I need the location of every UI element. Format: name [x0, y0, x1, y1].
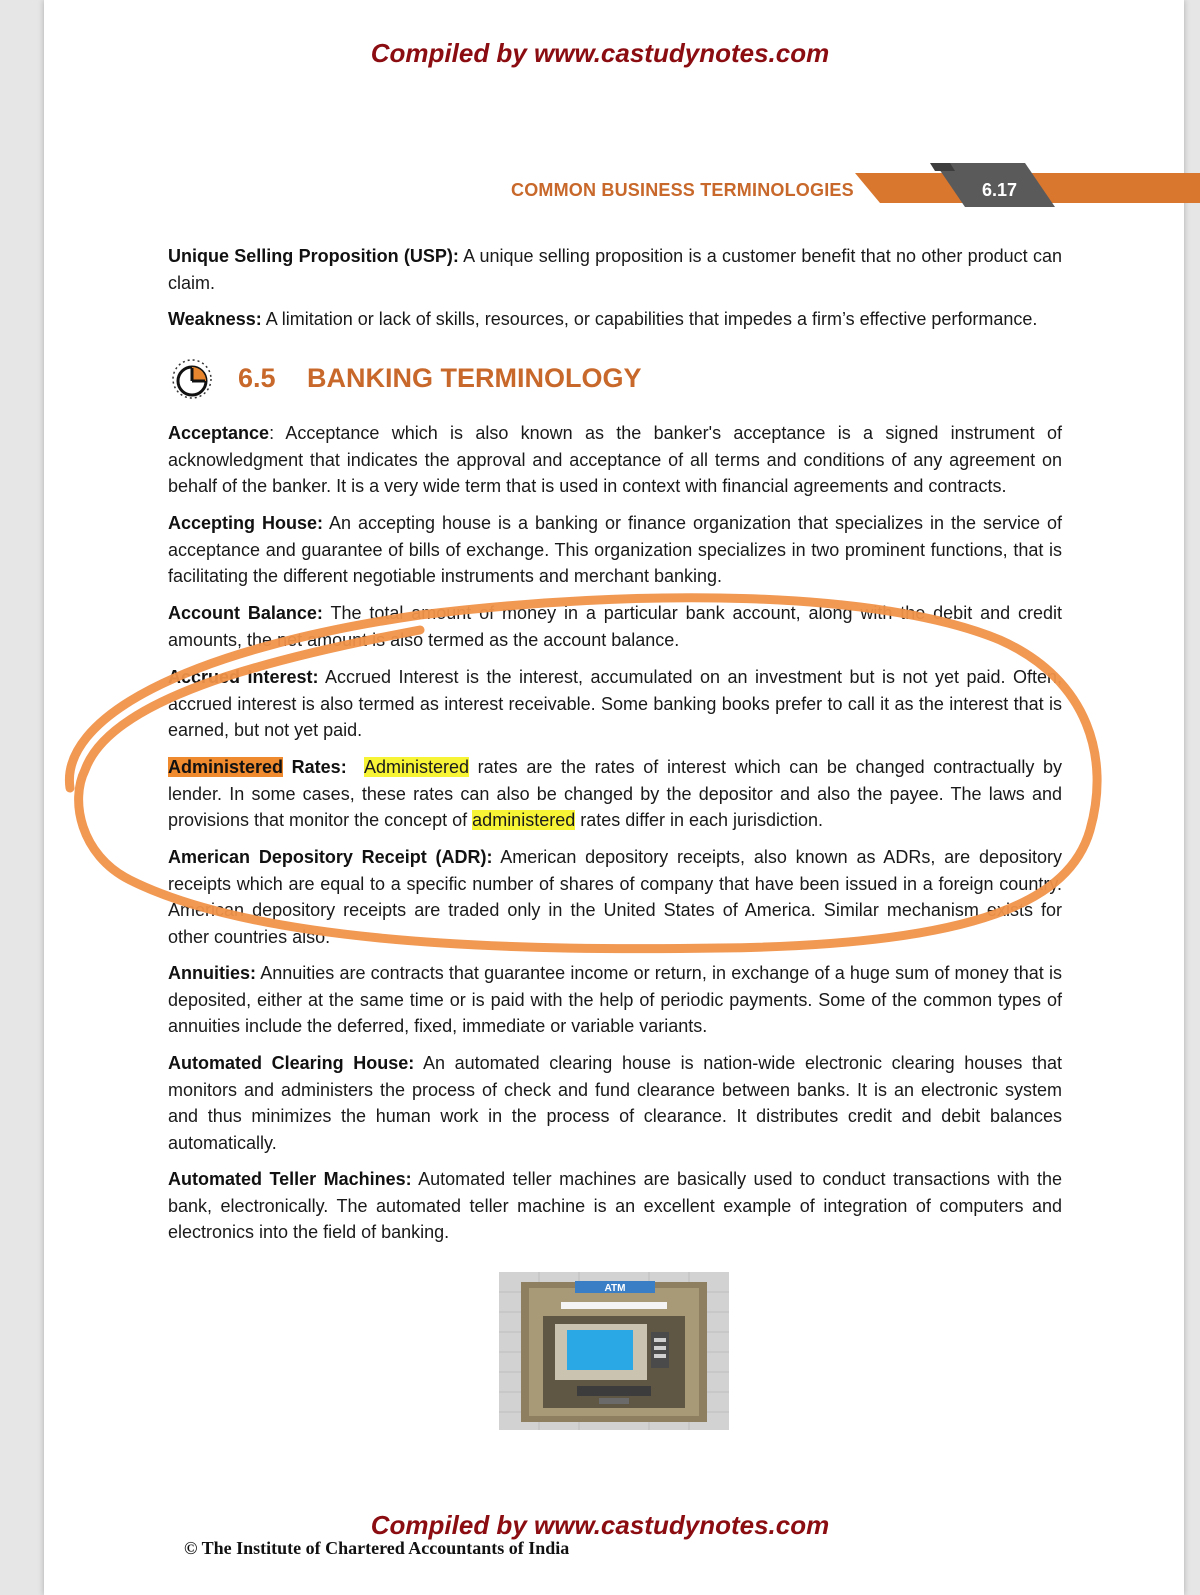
- entry-term: Unique Selling Proposition (USP):: [168, 246, 459, 266]
- entry-term: Automated Teller Machines:: [168, 1169, 412, 1189]
- entry-text: rates differ in each jurisdiction.: [575, 810, 824, 830]
- entry-term: Acceptance: [168, 423, 270, 443]
- section-number: 6.5: [238, 363, 276, 393]
- entry-term: Rates:: [283, 757, 347, 777]
- watermark-bottom: Compiled by www.castudynotes.com: [370, 1510, 830, 1540]
- entry-automated-clearing-house: [168, 1050, 1062, 1156]
- entry-text: An accepting house is a banking or finance organization that specializes in the service of acceptance and guarantee of bills of exchange. This organization specializes in two prominent functions, that is facilitating the different negotiable instruments and merchant banking.: [168, 513, 1062, 586]
- entry-annuities: [168, 960, 1062, 1040]
- entry-accrued-interest: [168, 664, 1062, 744]
- entry-acceptance: [168, 420, 1062, 500]
- watermark-top: Compiled by www.castudynotes.com: [370, 38, 830, 68]
- atm-label: ATM: [604, 1283, 626, 1294]
- clock-pie-icon: [166, 358, 218, 400]
- entry-text: An automated clearing house is nation-wide electronic clearing houses that monitors and administers the process of check and fund clearance between banks. It is an electronic system and thus minimizes the human work in the process of clearance. It distributes credit and debit balances automatically.: [168, 1053, 1062, 1153]
- entry-term: Annuities:: [168, 963, 256, 983]
- chapter-title: COMMON BUSINESS TERMINOLOGIES: [511, 180, 854, 200]
- entry-administered-rates: [168, 754, 1062, 834]
- header-bar: [855, 163, 1200, 208]
- entry-term: Accrued Interest:: [168, 667, 319, 687]
- highlight-yellow: Administered: [363, 757, 470, 777]
- entry-weakness: [168, 306, 1062, 333]
- entry-usp: [168, 243, 1062, 296]
- entry-term: Account Balance:: [168, 603, 323, 623]
- section-title: BANKING TERMINOLOGY: [307, 363, 642, 393]
- entry-atm: [168, 1166, 1062, 1246]
- entry-text: rates are the rates of interest which can be changed contractually by lender. In some cases, these rates can also be changed by the depositor and also the payee. The laws and provisions that monitor the concept of: [168, 757, 1062, 830]
- entry-text: American depository receipts, also known as ADRs, are depository receipts which are equal to a specific number of shares of company that have been issued in a foreign country. American depository receipts are traded only in the United States of America. Similar mechanism exists for other countries also.: [168, 847, 1062, 947]
- page-number: 6.17: [982, 180, 1018, 200]
- entry-accepting-house: [168, 510, 1062, 590]
- entry-text: Annuities are contracts that guarantee income or return, in exchange of a huge sum of money that is deposited, either at the same time or is paid with the help of periodic payments. Some of the common types of annuities include the deferred, fixed, immediate or variable variants.: [168, 963, 1062, 1036]
- entry-term: Weakness:: [168, 309, 262, 329]
- highlight-orange: Administered: [168, 757, 284, 777]
- entry-text: The total amount of money in a particular bank account, along with the debit and credit amounts, the net amount is also termed as the account balance.: [168, 603, 1062, 650]
- footer-copyright: © The Institute of Chartered Accountants of India: [184, 1538, 570, 1558]
- entry-text: A unique selling proposition is a customer benefit that no other product can claim.: [168, 246, 1062, 293]
- entry-account-balance: [168, 600, 1062, 653]
- entry-text: A limitation or lack of skills, resources, or capabilities that impedes a firm’s effective performance.: [261, 309, 1038, 329]
- entry-text: : Acceptance which is also known as the banker's acceptance is a signed instrument of acknowledgment that indicates the approval and acceptance of all terms and conditions of any agreement on behalf of the banker. It is a very wide term that is used in context with financial agreements and contracts.: [168, 423, 1062, 496]
- entry-term: Automated Clearing House:: [168, 1053, 415, 1073]
- entry-term: Accepting House:: [168, 513, 323, 533]
- entry-adr: [168, 844, 1062, 950]
- entry-term: American Depository Receipt (ADR):: [168, 847, 493, 867]
- entry-text: Automated teller machines are basically used to conduct transactions with the bank, electronically. The automated teller machine is an excellent example of integration of computers and electronics into the field of banking.: [168, 1169, 1062, 1242]
- entry-text: Accrued Interest is the interest, accumulated on an investment but is not yet paid. Often, accrued interest is also termed as interest receivable. Some banking books prefer to call it as the interest that is earned, but not yet paid.: [168, 667, 1062, 740]
- highlight-yellow: administered: [472, 810, 576, 830]
- atm-illustration: [499, 1272, 729, 1430]
